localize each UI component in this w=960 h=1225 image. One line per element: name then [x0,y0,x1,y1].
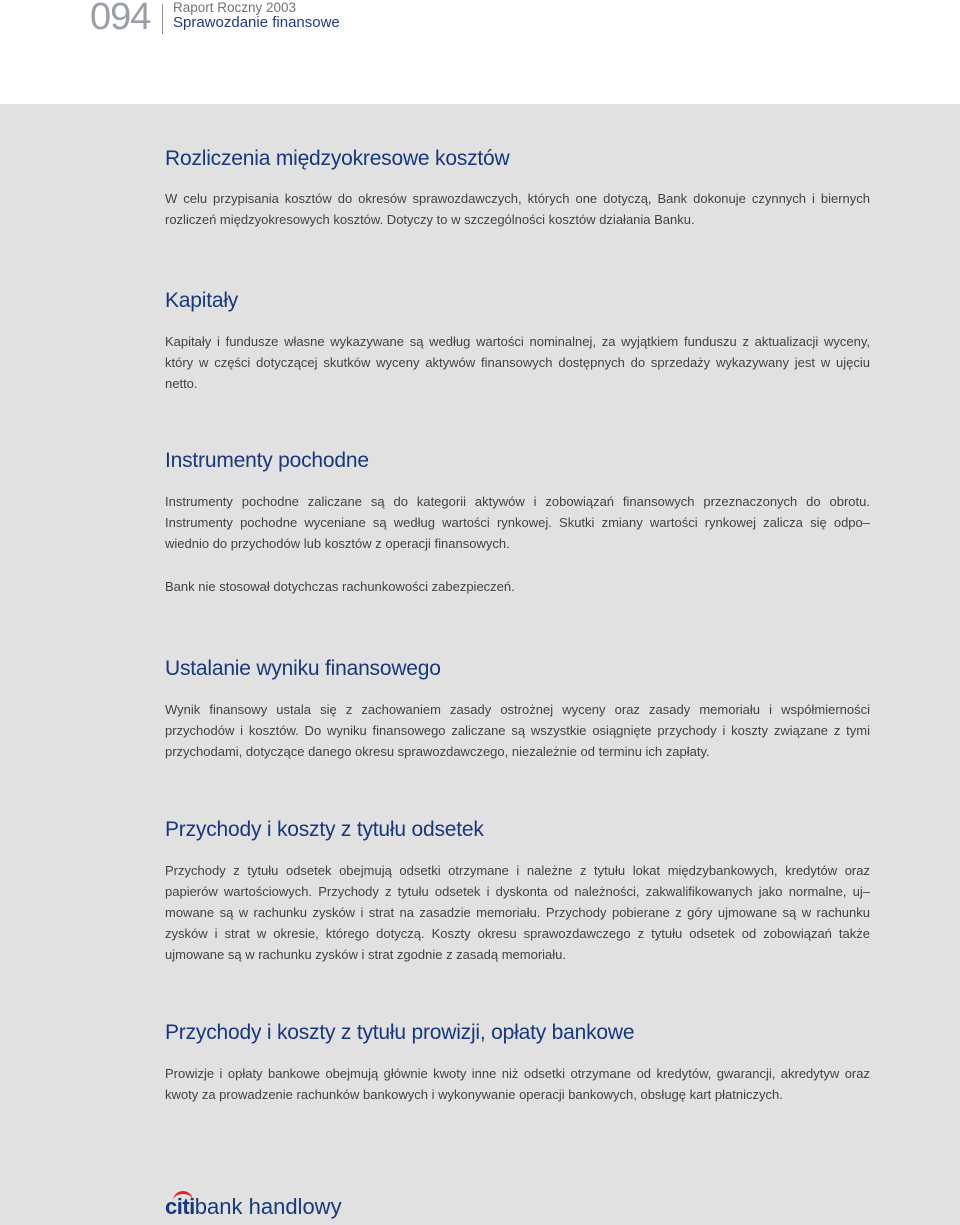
logo-rest: bank handlowy [194,1194,342,1219]
section-heading: Przychody i koszty z tytułu prowizji, opłaty bankowe [165,1021,635,1044]
header-divider [162,4,163,34]
section-paragraph: Bank nie stosował dotychczas rachunkowości zabezpieczeń. [165,579,515,594]
section-heading: Ustalanie wyniku finansowego [165,657,441,680]
page-header [0,0,960,104]
section-derivatives [165,448,870,597]
section-paragraph: Instrumenty pochodne zaliczane są do kategorii aktywów i zobowiązań finansowych przeznaczonych do obrotu. Instrumenty pochodne wyceniane są według wartości rynkowej. Skutki zmiany wartości rynkowej zalicza się odpo– wiednio do przychodów lub kosztów z operacji finansowych. [165,494,870,551]
section-capital [165,288,870,394]
section-heading: Kapitały [165,289,239,312]
section-title: Sprawozdanie finansowe [173,14,340,31]
section-deferred-costs [165,146,870,230]
section-paragraph: Przychody z tytułu odsetek obejmują odsetki otrzymane i należne z tytułu lokat międzybankowych, kredytów oraz papierów wartościowych. Przychody z tytułu odsetek i dyskonta od należności, zakwalifikowanych jako normalne, uj– mowane są w rachunku zysków i strat na zasadzie memoriału. Przychody pobierane z góry ujmowane są w rachunku zysków i strat w okresie, którego dotyczą. Koszty okresu sprawozdawczego z tytułu odsetek od zobowiązań także ujmowane są w rachunku zysków i strat zgodnie z zasadą memoriału. [165,863,870,962]
section-financial-result [165,656,870,762]
section-heading: Przychody i koszty z tytułu odsetek [165,818,484,841]
section-paragraph: Kapitały i fundusze własne wykazywane są według wartości nominalnej, za wyjątkiem funduszu z aktualizacji wyceny, który w części dotyczącej skutków wyceny aktywów finansowych dostępnych do sprzedaży wykazywany jest w ujęciu netto. [165,334,870,391]
section-paragraph: Prowizje i opłaty bankowe obejmują głównie kwoty inne niż odsetki otrzymane od kredytów, gwarancji, akredytyw oraz kwoty za prowadzenie rachunków bankowych i wykonywanie operacji bankowych, obsługę kart płatniczych. [165,1066,870,1102]
section-commissions [165,1020,870,1105]
page-number: 094 [90,0,151,38]
logo-arc-icon [173,1191,193,1202]
section-heading: Rozliczenia międzyokresowe kosztów [165,147,510,170]
section-paragraph: Wynik finansowy ustala się z zachowaniem zasady ostrożnej wyceny oraz zasady memoriału i współmierności przychodów i kosztów. Do wyniku finansowego zaliczane są wszystkie osiągnięte przychody i koszty związane z tymi przychodami, dotyczące danego okresu sprawozdawczego, niezależnie od terminu ich zapłaty. [165,702,870,759]
logo-brand: citi [165,1194,195,1219]
report-title: Raport Roczny 2003 [173,0,297,15]
section-heading: Instrumenty pochodne [165,449,369,472]
section-interest-income [165,817,870,965]
citibank-handlowy-logo [165,1194,342,1220]
page-content [0,104,960,1225]
section-paragraph: W celu przypisania kosztów do okresów sprawozdawczych, których one dotyczą, Bank dokonuje czynnych i biernych rozliczeń międzyokresowych kosztów. Dotyczy to w szczególności kosztów działania Banku. [165,191,870,227]
